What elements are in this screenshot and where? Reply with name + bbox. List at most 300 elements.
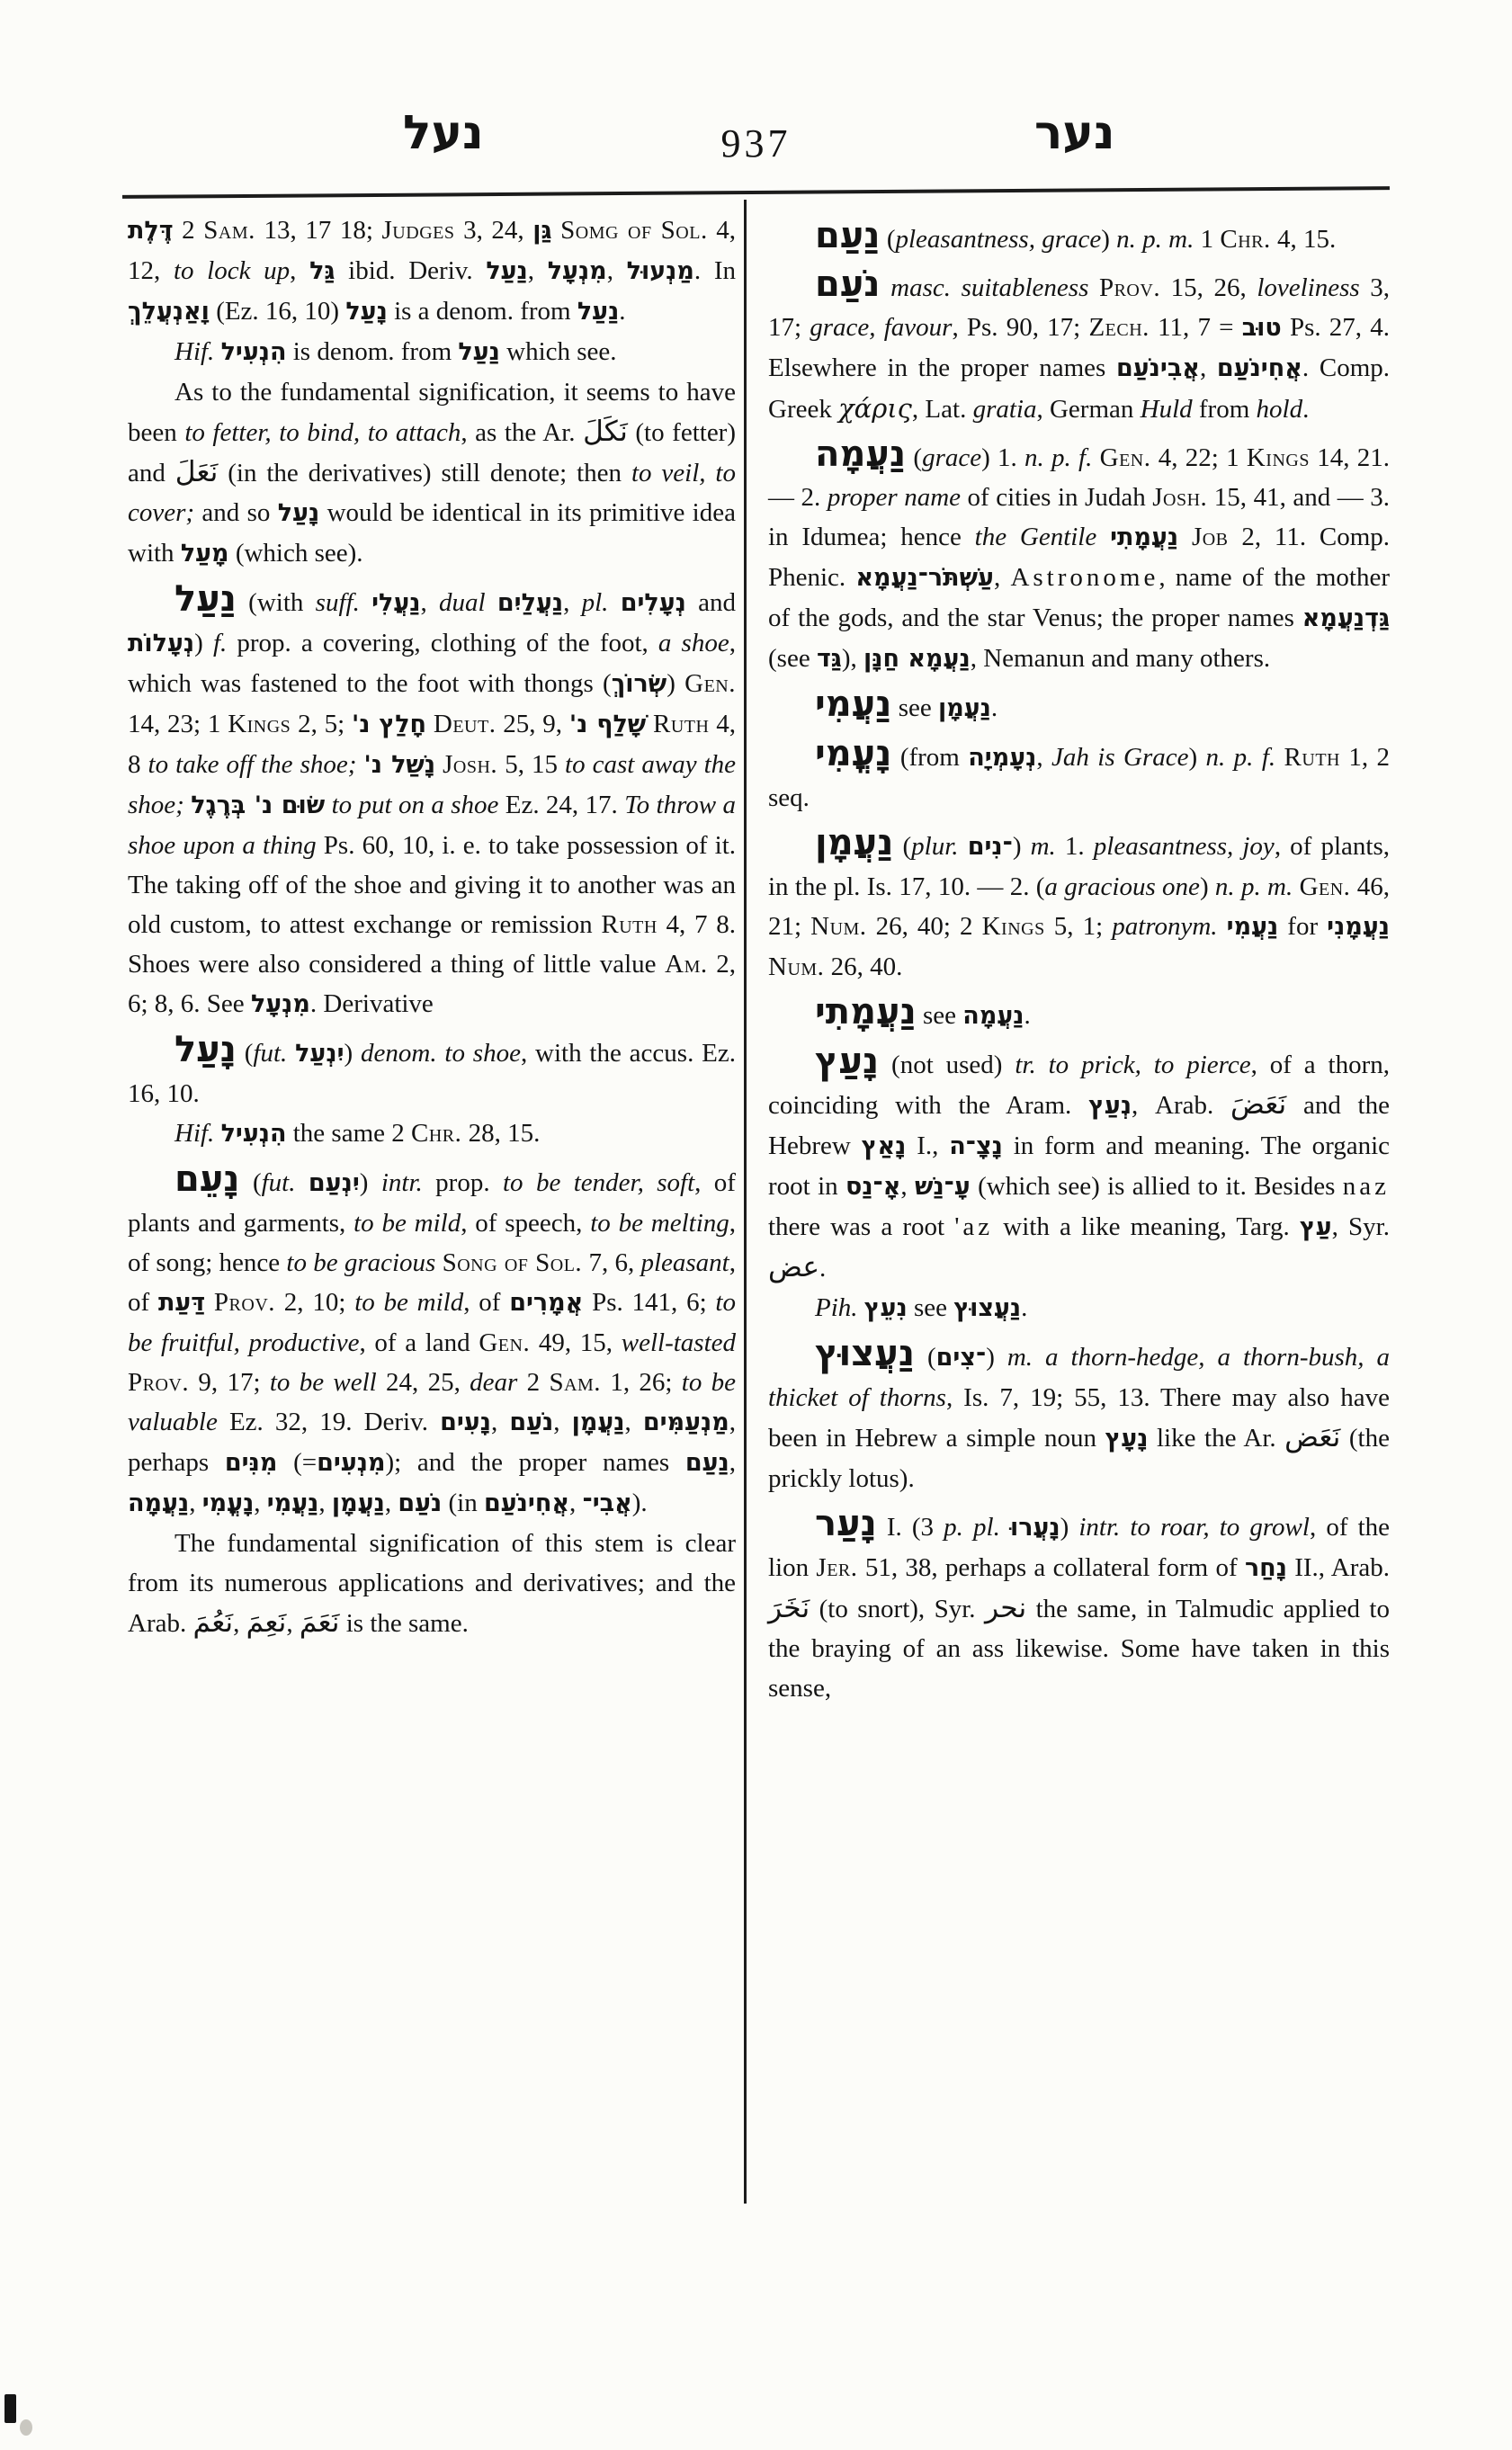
hebrew-word: מָעַל (180, 540, 229, 568)
text-run: , (254, 1489, 267, 1517)
paragraph (768, 822, 1391, 987)
text-run: Ps. 60, 10, i. e. to take possession of it. The taking off of the shoe and giving it to another was an old custom, to attest exchange or remission (128, 831, 737, 939)
italic-text: to be mild (353, 1209, 461, 1238)
paragraph (768, 1043, 1390, 1288)
paragraph (128, 332, 736, 372)
hebrew-word: שָׁלַף נ' (568, 711, 647, 738)
text-run: (which see) is allied to it. Besides (970, 1172, 1343, 1201)
text-run (1000, 1513, 1010, 1542)
text-run: 1. (1055, 832, 1094, 861)
italic-text: grace (922, 443, 982, 472)
reference: Prov. (1098, 273, 1161, 302)
italic-text: grace, favour (810, 313, 953, 342)
text-run (959, 832, 968, 861)
paragraph (128, 372, 736, 574)
text-run: , which was fastened to the foot with thongs ( (128, 629, 736, 698)
text-run: . Comp. Greek (768, 353, 1391, 424)
hebrew-word: נָצָ־ה (949, 1132, 1003, 1160)
text-run: , (1199, 353, 1217, 382)
hebrew-word: מִנְעָל (250, 990, 310, 1018)
italic-text: the Gentile (974, 523, 1097, 551)
text-run (325, 791, 331, 819)
text-run: with a like meaning, Targ. (993, 1212, 1300, 1241)
text-run: , (606, 256, 627, 285)
arabic-word: نَعَمَ (299, 1606, 340, 1639)
italic-text: a thorn-hedge, a thorn-bush, a thicket of thorns (768, 1343, 1390, 1412)
hebrew-word: שְׂרוֹךְ (611, 670, 667, 698)
hebrew-word: עַשְׁתֹּר־נַעֲמָא (855, 564, 994, 592)
hebrew-headword: נַעֲמָתִי (815, 991, 917, 1033)
text-run: 28, 15. (461, 1119, 541, 1148)
text-run: (the prickly lotus). (768, 1424, 1390, 1493)
text-run: 4, 7 8. Shoes were also considered a thing of little value (128, 910, 736, 979)
hebrew-word: אֲבִינֹעַם (1115, 354, 1200, 382)
text-run: , name of the mother of the gods, and the star Venus; the proper names (768, 563, 1391, 632)
paragraph (768, 991, 1390, 1036)
text-run: (= (277, 1448, 318, 1477)
text-run: 49, 15, (530, 1328, 622, 1357)
hebrew-word: אֲחִינֹעַם (1216, 354, 1302, 382)
text-run: ( (906, 443, 923, 472)
hebrew-word: נַעֲמָה (128, 1489, 190, 1517)
text-run: and the Hebrew (768, 1091, 1390, 1160)
text-run (486, 588, 497, 617)
text-run: 14, 21. — 2. (768, 443, 1390, 512)
italic-text: Hif. (174, 1119, 215, 1148)
hebrew-word: נַעֲלַיִם (497, 589, 564, 617)
text-run: ( (893, 832, 912, 861)
italic-text: a gracious one (1044, 872, 1200, 901)
italic-text: Huld (1140, 395, 1193, 424)
text-run: 2 (517, 1368, 550, 1397)
text-run (1218, 912, 1227, 941)
text-run: , (189, 1489, 202, 1517)
text-run (426, 710, 434, 738)
hebrew-word: נָחַר (1244, 1554, 1287, 1582)
text-run: 4, 15. (1270, 225, 1337, 254)
text-run (1293, 872, 1299, 901)
text-run: see (891, 693, 938, 722)
text-run: ); and the proper names (385, 1448, 685, 1477)
text-run (608, 588, 620, 617)
spaced-text: Astronome (1010, 563, 1159, 592)
hebrew-word: נְעָלִים (620, 589, 686, 617)
paragraph (768, 1288, 1390, 1328)
text-run: 15, 26, (1160, 273, 1257, 302)
text-run: ibid. Deriv. (335, 256, 487, 285)
italic-text: Pih. (815, 1293, 858, 1322)
text-run: , of song; hence (128, 1209, 736, 1277)
text-run: from (1192, 395, 1257, 424)
hebrew-word: אָ־נַס (845, 1173, 901, 1201)
italic-text: a shoe (658, 629, 729, 657)
header-rule (122, 186, 1390, 199)
hebrew-word: נַעֲמָן (937, 694, 991, 722)
hebrew-word: אֲחִינֹעַם (483, 1489, 569, 1517)
hebrew-word: מִנִּים (224, 1449, 278, 1477)
text-run: ( (880, 225, 896, 254)
text-run: , of a thorn, coinciding with the Aram. (768, 1051, 1391, 1120)
text-run: . (990, 693, 998, 722)
reference: Somg of Sol. (560, 216, 708, 245)
arabic-word: نَكَلَ (583, 416, 628, 448)
reference: Gen. (1099, 443, 1151, 472)
italic-text: well-tasted (621, 1328, 736, 1357)
hebrew-word: נַעַם (684, 1449, 729, 1477)
text-run: , perhaps (128, 1408, 737, 1477)
hebrew-word: הִנְעִיל (220, 338, 287, 366)
text-run: , Ps. 90, 17; (952, 313, 1089, 342)
reference: Prov. (128, 1368, 190, 1397)
text-run: , (1036, 743, 1052, 772)
arabic-word: نَعِمَ (246, 1606, 287, 1639)
text-run: (to fetter) and (128, 418, 736, 487)
arabic-word: نَعَلَ (174, 456, 219, 488)
text-run: 1 (1194, 225, 1221, 254)
italic-text: to be well (269, 1368, 377, 1397)
italic-text: to be fruitful, productive (128, 1288, 736, 1357)
hebrew-word: נִעֵץ (863, 1294, 908, 1322)
text-run: ) (1012, 832, 1031, 861)
italic-text: Hif. (174, 337, 215, 366)
text-run: ) (1199, 872, 1215, 901)
reference: Deut. (433, 710, 497, 738)
italic-text: n. p. m. (1214, 872, 1293, 901)
text-run: 3, 24, (454, 216, 533, 245)
hebrew-headword: נָעַר (815, 1503, 877, 1544)
text-run: , (233, 1609, 246, 1638)
text-run: there was a root (768, 1212, 955, 1241)
paragraph (128, 210, 736, 332)
text-run: , Is. 7, 19; 55, 13. There may also have been in Hebrew a simple noun (768, 1383, 1390, 1453)
hebrew-headword: נַעַם (815, 215, 881, 256)
hebrew-word: עַץ (1299, 1213, 1332, 1241)
paragraph (768, 686, 1390, 729)
italic-text: suff. (315, 588, 360, 617)
text-run: ) (986, 1343, 1007, 1372)
hebrew-headword: נָעַץ (815, 1041, 880, 1082)
hebrew-word: יִנְעַל (295, 1040, 344, 1068)
text-run: , as the Ar. (461, 418, 584, 447)
hebrew-word: נַעֲמָן (571, 1408, 625, 1436)
text-run: . (1302, 395, 1310, 424)
italic-text: m. (1030, 832, 1056, 861)
hebrew-word: נַעֲלִי (371, 589, 421, 617)
text-run: prop. (422, 1168, 503, 1197)
text-run: ) (667, 669, 685, 698)
hebrew-word: ־צִים (935, 1344, 987, 1372)
text-run: (in the derivatives) still denote; then (218, 459, 631, 487)
hebrew-word: מִנְעִים (317, 1449, 386, 1477)
text-run: 15, 41, and — 3. in Idumea; hence (768, 483, 1391, 551)
hebrew-word: דֶּלֶת (128, 217, 174, 245)
hebrew-word: נַעֲמִי (1226, 913, 1279, 941)
column-divider-rule (744, 200, 747, 2204)
text-run: 3, 17; (768, 273, 1391, 342)
text-run: (Ez. 16, 10) (209, 297, 346, 326)
text-run: . (1021, 1293, 1028, 1322)
text-run: . (819, 1254, 827, 1283)
hebrew-word: עָ־נַשׁ (915, 1173, 971, 1201)
text-run (435, 1248, 442, 1277)
hebrew-word: הִנְעִיל (220, 1120, 287, 1148)
text-run (552, 216, 561, 245)
hebrew-word: שׂוּם נ' בְּרֶגֶל (191, 791, 326, 819)
text-run: , (318, 1489, 332, 1517)
text-run (1092, 443, 1099, 472)
italic-text: denom. to shoe (361, 1039, 521, 1068)
text-run: , (290, 256, 310, 285)
italic-text: pleasantness, grace (895, 225, 1102, 254)
right-column (768, 210, 1390, 1708)
italic-text: hold (1256, 395, 1303, 424)
text-run: (in (442, 1489, 484, 1517)
hebrew-word: נֹעַם (509, 1408, 554, 1436)
italic-text: masc. suitableness (890, 273, 1089, 302)
hebrew-word: מִנְעָל (547, 257, 607, 285)
text-run: ) (194, 629, 213, 657)
text-run (1120, 1513, 1130, 1542)
hebrew-word: גַּל (309, 257, 336, 285)
text-run (205, 1288, 214, 1317)
text-run: 14, 23; 1 (128, 710, 228, 738)
text-run: (to snort), Syr. (810, 1595, 985, 1623)
text-run: , of the lion (768, 1513, 1391, 1582)
text-run: ) (1060, 1513, 1079, 1542)
text-run: 26, 40. (824, 952, 903, 981)
text-run (287, 1039, 295, 1068)
italic-text: intr. (1078, 1513, 1121, 1542)
reference: Sam. (203, 216, 255, 245)
text-run: . Derivative (309, 989, 434, 1018)
italic-text: n. p. m. (1116, 225, 1194, 254)
text-run (435, 750, 443, 779)
italic-text: gratia (972, 395, 1037, 424)
italic-text: to fetter, to bind, to attach (184, 418, 461, 447)
text-run (214, 337, 220, 366)
reference: Kings (228, 710, 291, 738)
text-run: Ez. 24, 17. (498, 791, 625, 819)
hebrew-headword: נַעַל (174, 578, 237, 620)
text-run (214, 1119, 220, 1148)
text-run: would be identical in its primitive idea with (128, 498, 736, 568)
hebrew-word: נְעַץ (1088, 1092, 1132, 1120)
text-run: 1, 2 seq. (768, 743, 1391, 812)
page-number: 937 (720, 121, 792, 165)
text-run (1088, 273, 1099, 302)
paragraph (128, 1029, 736, 1113)
reference: Gen. (479, 1328, 531, 1357)
paper-smudge (20, 2419, 32, 2436)
text-run: , (569, 1489, 583, 1517)
hebrew-headword: נֹעַם (815, 264, 881, 305)
text-run: . (619, 297, 626, 326)
hebrew-word: חָלַץ נ' (352, 711, 427, 738)
text-run: 9, 17; (189, 1368, 270, 1397)
text-run: 24, 25, (376, 1368, 470, 1397)
text-run: I. (3 (876, 1513, 944, 1542)
reference: Gen. (1299, 872, 1351, 901)
italic-text: m. (1007, 1343, 1033, 1372)
text-run: 4, 22; 1 (1150, 443, 1247, 472)
text-run: ). (631, 1489, 648, 1517)
text-run: 2 (173, 216, 204, 245)
hebrew-word: נָעָץ (1105, 1425, 1149, 1453)
paragraph (128, 1158, 737, 1524)
text-run: , of (128, 1248, 736, 1317)
reference: Kings (981, 912, 1045, 941)
text-run: , (729, 1448, 737, 1477)
text-run: 11, 7 = (1149, 313, 1242, 342)
text-run: ( (915, 1343, 936, 1372)
text-run: , of a land (359, 1328, 479, 1357)
text-run: 25, 9, (496, 710, 569, 738)
italic-text: intr. (380, 1168, 423, 1197)
italic-text: dear (470, 1368, 518, 1397)
hebrew-word: נָעִים (440, 1408, 491, 1436)
text-run: , Nemanun and many others. (970, 644, 1271, 673)
text-run: ) (1101, 225, 1117, 254)
text-run: see (907, 1293, 954, 1322)
hebrew-word: נְעָמְיָה (968, 744, 1037, 772)
reference: Judges (381, 216, 455, 245)
reference: Gen. (684, 669, 736, 698)
text-run (296, 1168, 309, 1197)
italic-text: to put on a shoe (331, 791, 499, 819)
hebrew-word: גַּד (816, 645, 842, 673)
text-run: I., (906, 1131, 950, 1160)
reference: Kings (1246, 443, 1310, 472)
hebrew-word: נְעָלוֹת (128, 630, 195, 657)
text-run: Ps. 141, 6; (583, 1288, 716, 1317)
text-run: see (916, 1001, 963, 1030)
reference: Sam. (549, 1368, 602, 1397)
text-run: ) (1188, 743, 1206, 772)
reference: Ruth (601, 910, 658, 939)
italic-text: to be mild (354, 1288, 464, 1317)
text-run: 4, 12, (128, 216, 737, 285)
hebrew-word: נָאַץ (861, 1132, 907, 1160)
text-run: is denom. from (286, 337, 459, 366)
hebrew-word: דַּעַת (157, 1289, 206, 1317)
text-run (646, 710, 653, 738)
hebrew-word: אֲבִי־ (582, 1489, 632, 1517)
arabic-word: نَخَرَ (768, 1592, 810, 1624)
italic-text: p. pl. (944, 1513, 1000, 1542)
header-catchword-right: נער (1034, 106, 1115, 160)
text-run (881, 273, 891, 302)
text-run: As to the fundamental signification, it seems to have been (128, 378, 736, 447)
text-run (858, 1293, 864, 1322)
text-run: (with (236, 588, 316, 617)
header-catchword-left: נעל (403, 106, 484, 160)
reference: Josh. (443, 750, 498, 779)
paragraph (768, 1503, 1391, 1708)
text-run: The fundamental signification of this stem is clear from its numerous applications and derivatives; and the Arab. (128, 1529, 736, 1638)
hebrew-word: גַּדְנַעֲמָא (1302, 604, 1390, 632)
text-run: . (1024, 1001, 1031, 1030)
text-run: , (624, 1408, 643, 1436)
text-run: , of speech, (461, 1209, 591, 1238)
text-run: , (553, 1408, 572, 1436)
text-run: . In (693, 256, 737, 285)
text-run: 1, 26; (601, 1368, 682, 1397)
italic-text: n. p. f. (1205, 743, 1276, 772)
hebrew-word: נֹעַם (398, 1489, 443, 1517)
hebrew-word: מַנְעוּל (626, 257, 694, 285)
italic-text: pl. (581, 588, 609, 617)
text-run: (not used) (879, 1051, 1015, 1079)
text-run: 2, 6; 8, 6. See (128, 950, 737, 1018)
text-run: in form and meaning. The organic root in (768, 1131, 1390, 1201)
reference: Num. (810, 912, 867, 941)
text-run: which see. (499, 337, 617, 366)
text-run (360, 588, 371, 617)
text-run: the same, in Talmudic applied to the braying of an ass likewise. Some have taken in this sense, (768, 1595, 1390, 1703)
hebrew-word: וָאַנְעֲלֵךְ (128, 298, 210, 326)
italic-text: to be melting (590, 1209, 729, 1238)
text-run: and so (194, 498, 278, 527)
italic-text: proper name (827, 483, 962, 512)
text-run: , Arab. (1132, 1091, 1231, 1120)
paragraph (768, 1333, 1390, 1498)
text-run: 2, 11. Comp. Phenic. (768, 523, 1391, 592)
italic-text: fut. (261, 1168, 296, 1197)
italic-text: plur. (911, 832, 959, 861)
paragraph (128, 1113, 736, 1154)
text-run: like the Ar. (1148, 1424, 1285, 1453)
text-run: 5, 15 (497, 750, 566, 779)
text-run: 4, 8 (128, 710, 737, 779)
text-run: , (900, 1172, 915, 1201)
reference: Prov. (213, 1288, 276, 1317)
text-run: , (286, 1609, 300, 1638)
text-run: Ps. 27, 4. Elsewhere in the proper names (768, 313, 1390, 382)
text-run: 26, 40; 2 (866, 912, 982, 941)
text-run: 5, 1; (1044, 912, 1113, 941)
text-run: , of (463, 1288, 510, 1317)
italic-text: pleasant (640, 1248, 729, 1277)
hebrew-headword: נַעֲמָן (815, 822, 894, 863)
hebrew-word: נָעַל (277, 499, 320, 527)
hebrew-word: מַנְעַמִּים (642, 1408, 729, 1436)
text-run: , of plants and garments, (128, 1168, 736, 1238)
hebrew-word: נַעַל (577, 298, 620, 326)
text-run: is the same. (339, 1609, 469, 1638)
hebrew-word: נַעַל (486, 257, 528, 285)
text-run: of cities in Judah (961, 483, 1153, 512)
text-run: , German (1036, 395, 1141, 424)
reference: Chr. (1220, 225, 1271, 254)
text-run: 13, 17 18; (255, 216, 382, 245)
text-run: and (685, 588, 737, 617)
hebrew-word: אֲמָרִים (509, 1289, 584, 1317)
italic-text: f. (212, 629, 228, 657)
reference: Song of Sol. (442, 1248, 583, 1277)
reference: Ruth (1284, 743, 1340, 772)
hebrew-word: נָעַל (345, 298, 388, 326)
italic-text: to be gracious (286, 1248, 436, 1277)
hebrew-headword: נָעֵם (174, 1158, 240, 1200)
arabic-word: عض (768, 1251, 820, 1283)
italic-text: loveliness (1257, 273, 1360, 302)
text-run: , Lat. (911, 395, 973, 424)
reference: Am. (665, 950, 708, 979)
reference: Num. (768, 952, 825, 981)
paragraph (768, 733, 1391, 818)
italic-text: to roar, to growl (1130, 1513, 1310, 1542)
hebrew-headword: נַעֲמִי (815, 684, 892, 725)
